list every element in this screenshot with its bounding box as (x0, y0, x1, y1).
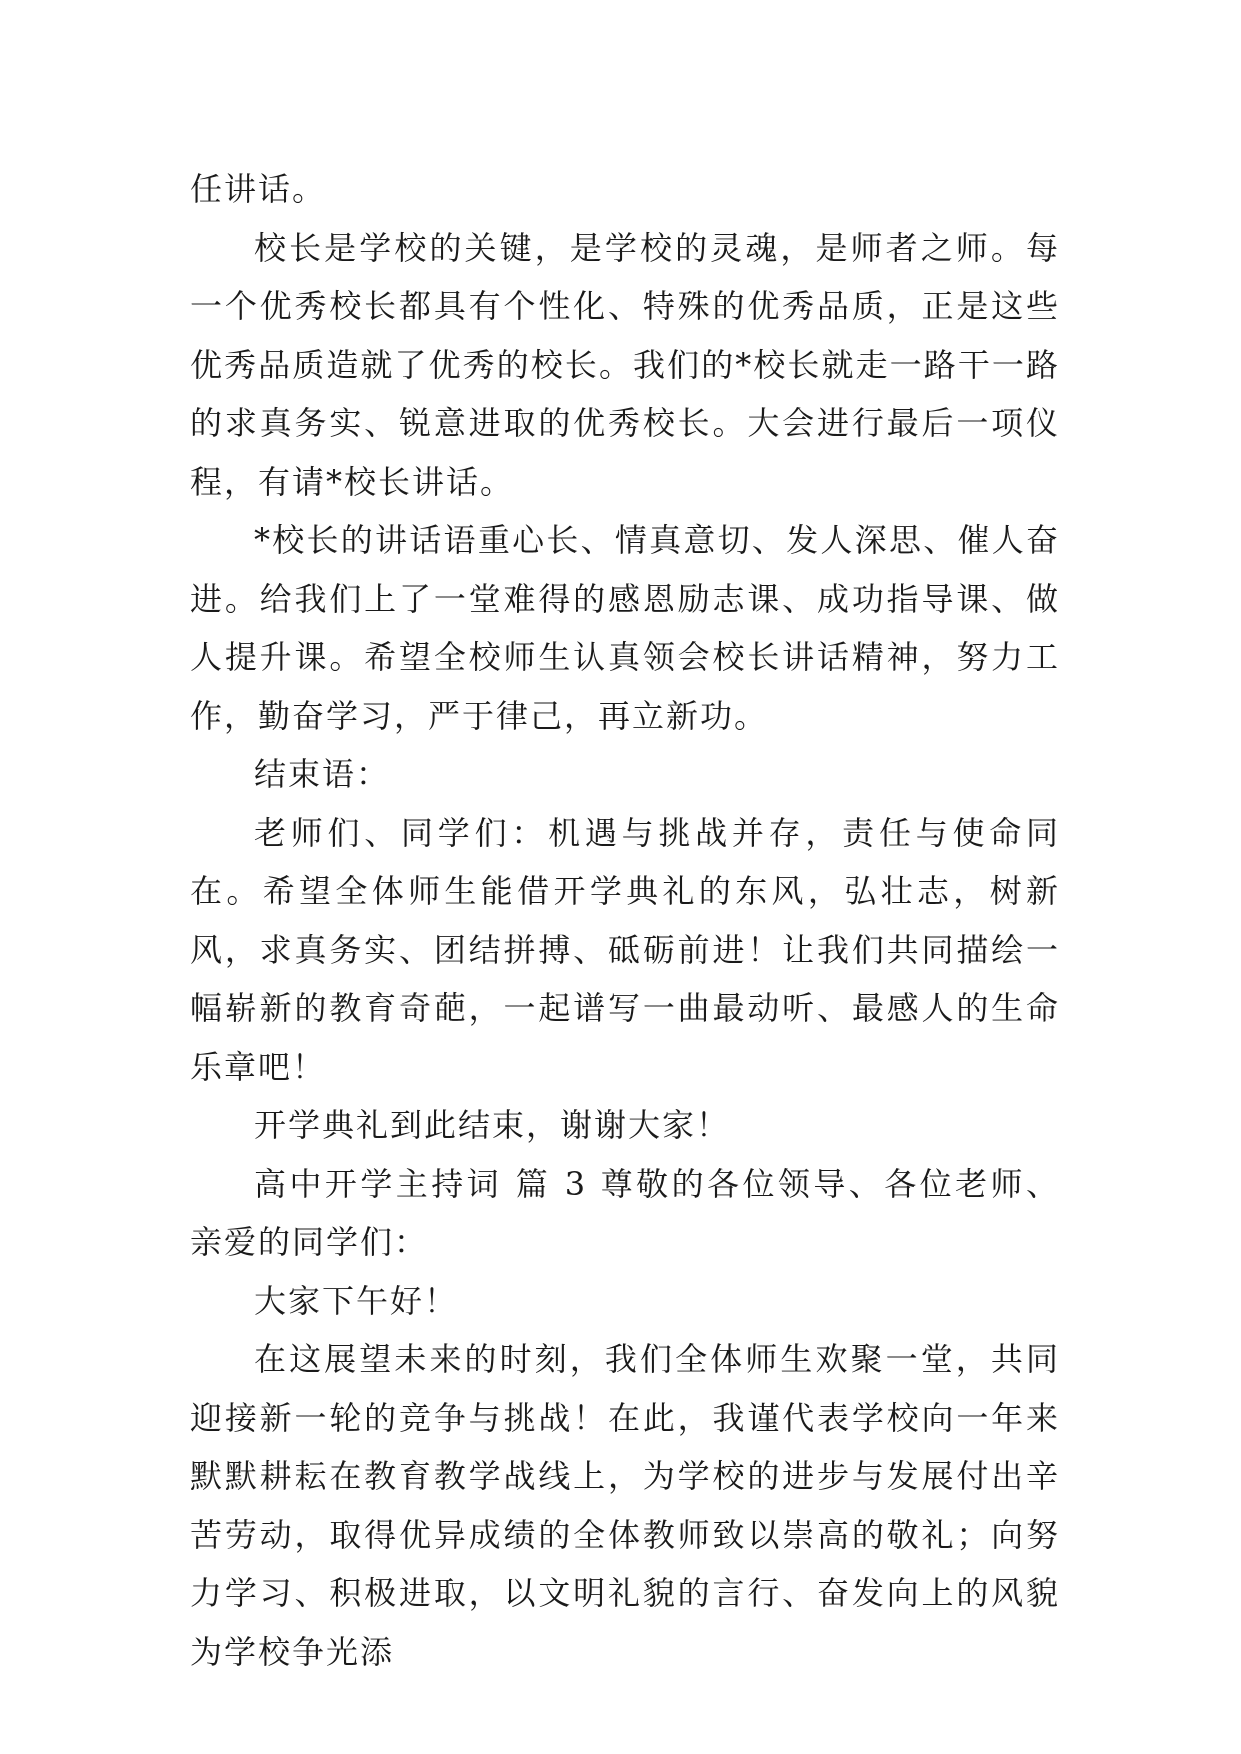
paragraph-9: 在这展望未来的时刻，我们全体师生欢聚一堂，共同迎接新一轮的竞争与挑战！在此，我谨代表学校向一年来默默耕耘在教育教学战线上，为学校的进步与发展付出辛苦劳动，取得优异成绩的全体教师致以崇高的敬礼；向努力学习、积极进取，以文明礼貌的言行、奋发向上的风貌为学校争光添 (190, 1340, 1060, 1671)
document-body (190, 160, 1060, 1681)
paragraph-4: 结束语： (254, 755, 391, 793)
paragraph-5: 老师们、同学们：机遇与挑战并存，责任与使命同在。希望全体师生能借开学典礼的东风，弘壮志，树新风，求真务实、团结拼搏、砥砺前进！让我们共同描绘一幅崭新的教育奇葩，一起谱写一曲最动听、最感人的生命乐章吧！ (190, 813, 1060, 1086)
paragraph-1: 任讲话。 (190, 170, 327, 208)
paragraph-6: 开学典礼到此结束，谢谢大家！ (254, 1106, 731, 1144)
paragraph-2: 校长是学校的关键，是学校的灵魂，是师者之师。每一个优秀校长都具有个性化、特殊的优秀品质，正是这些优秀品质造就了优秀的校长。我们的*校长就走一路干一路的求真务实、锐意进取的优秀校长。大会进行最后一项仪程，有请*校长讲话。 (190, 228, 1060, 501)
paragraph-8: 大家下午好！ (254, 1281, 459, 1320)
paragraph-3: *校长的讲话语重心长、情真意切、发人深思、催人奋进。给我们上了一堂难得的感恩励志课、成功指导课、做人提升课。希望全校师生认真领会校长讲话精神，努力工作，勤奋学习，严于律己，再立新功。 (190, 521, 1060, 735)
paragraph-7: 高中开学主持词 篇 3 尊敬的各位领导、各位老师、亲爱的同学们： (190, 1164, 1060, 1261)
